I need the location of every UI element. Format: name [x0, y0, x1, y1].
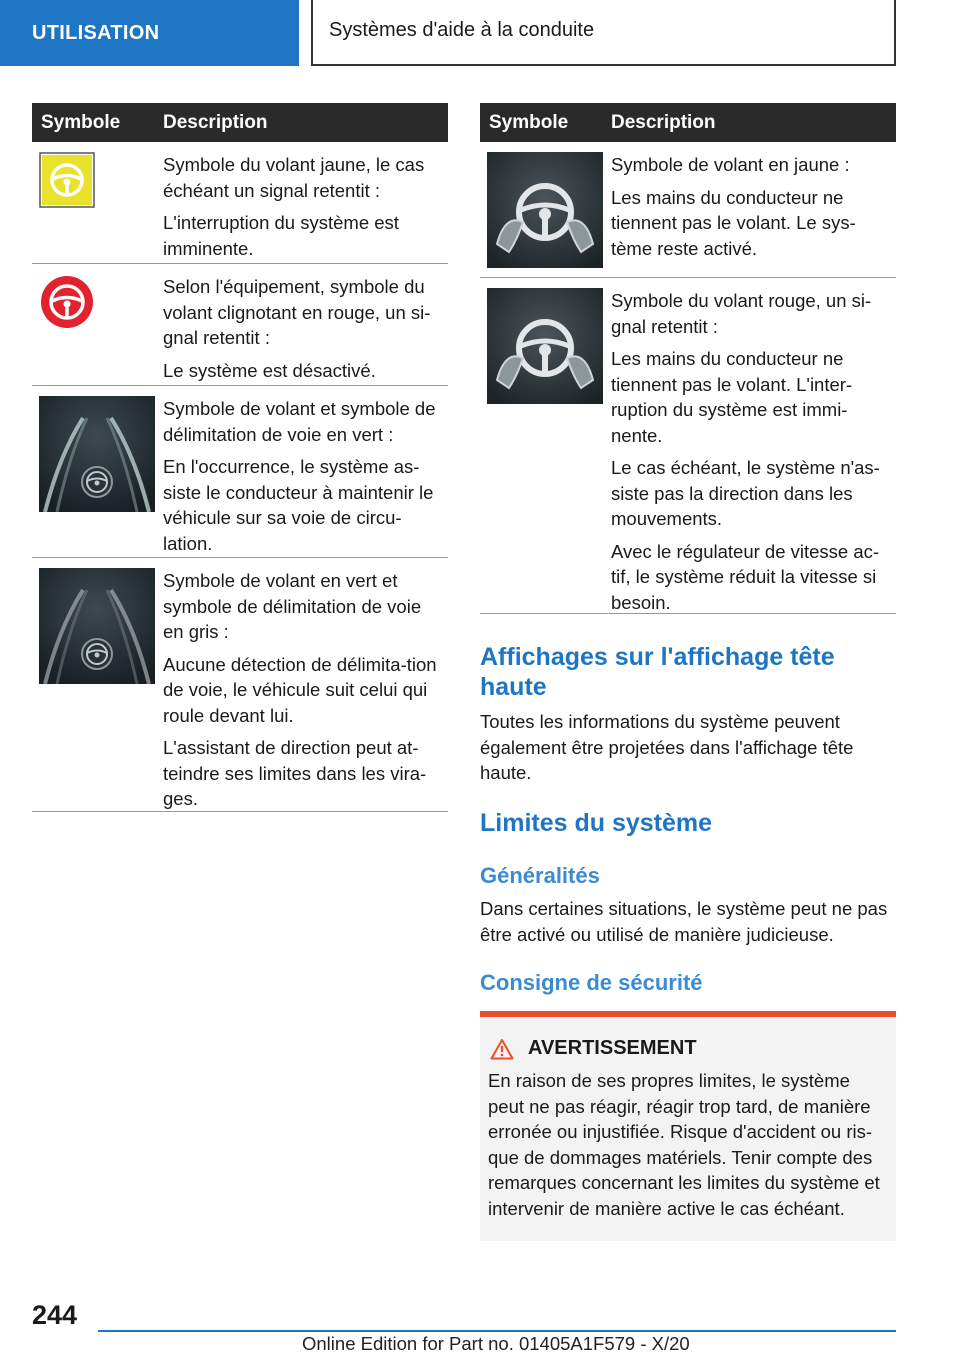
yellow-steering-wheel-icon [39, 152, 95, 208]
chapter-title: Systèmes d'aide à la conduite [311, 0, 896, 66]
table-row [32, 142, 448, 264]
warning-title: AVERTISSEMENT [528, 1037, 697, 1059]
warning-text: En raison de ses propres limites, le système peut ne pas réagir, réagir trop tard, de manière erronée ou injustifiée. Risque d'accident ou ris-que de dommages matériels. Tenir compte des remarques concernant les limites du système et intervenir de manière active le cas échéant. [488, 1070, 880, 1219]
hands-off-yellow-icon [487, 152, 603, 268]
column-header-description: Description [611, 111, 716, 133]
description-text: L'interruption du système est imminente. [163, 212, 399, 259]
description-text: En l'occurrence, le système as-siste le conducteur à maintenir le véhicule sur sa voie de circu-lation. [163, 456, 434, 554]
hud-section [480, 642, 896, 786]
description-text: Symbole du volant jaune, le cas échéant un signal retentit : [163, 154, 425, 201]
description-text: Aucune détection de délimita-tion de voie, le véhicule suit celui qui roule devant lui. [163, 653, 437, 726]
footer-divider [98, 1330, 896, 1332]
section-tab: UTILISATION [0, 0, 299, 66]
column-header-symbol: Symbole [41, 111, 121, 133]
description-text: Le système est désactivé. [163, 359, 376, 381]
limits-section [480, 808, 896, 997]
column-header-symbol: Symbole [489, 111, 569, 133]
warning-triangle-icon [490, 1038, 514, 1060]
description-text: Les mains du conducteur ne tiennent pas le volant. L'inter-ruption du système est immi-nente. [611, 348, 853, 446]
description-text: Symbole du volant rouge, un si-gnal retentit : [611, 290, 872, 337]
red-steering-wheel-icon [39, 274, 95, 330]
table-header [480, 103, 896, 142]
description-text: Le cas échéant, le système n'as-siste pas la direction dans les mouvements. [611, 457, 880, 529]
lane-grey-steering-icon [39, 568, 155, 684]
lane-green-steering-icon [39, 396, 155, 512]
hud-heading: Affichages sur l'affichage tête haute [480, 643, 835, 701]
warning-box [480, 1011, 896, 1241]
page-header [0, 0, 960, 66]
description-text: L'assistant de direction peut at-teindre ses limites dans les vira-ges. [163, 737, 427, 809]
hud-text: Toutes les informations du système peuvent également être projetées dans l'affichage tête haute. [480, 711, 854, 783]
limits-heading: Limites du système [480, 809, 713, 837]
table-row [480, 278, 896, 614]
description-text: Symbole de volant en vert et symbole de délimitation de voie en gris : [163, 570, 422, 642]
description-text: Symbole de volant en jaune : [611, 154, 850, 175]
table-row [32, 264, 448, 386]
safety-heading: Consigne de sécurité [480, 970, 703, 995]
table-row [480, 142, 896, 278]
description-text: Avec le régulateur de vitesse ac-tif, le système réduit la vitesse si besoin. [611, 540, 880, 613]
table-row [32, 386, 448, 558]
description-text: Symbole de volant et symbole de délimitation de voie en vert : [163, 398, 436, 445]
table-row [32, 558, 448, 812]
table-header [32, 103, 448, 142]
description-text: Les mains du conducteur ne tiennent pas le volant. Le sys-tème reste activé. [611, 186, 856, 259]
symbol-table-left [32, 103, 448, 812]
column-header-description: Description [163, 111, 268, 133]
page-number: 244 [32, 1300, 78, 1330]
symbol-table-right [480, 103, 896, 614]
footer-edition: Online Edition for Part no. 01405A1F579 - X/20 [302, 1333, 690, 1354]
general-heading: Généralités [480, 863, 600, 888]
general-text: Dans certaines situations, le système peut ne pas être activé ou utilisé de manière judicieuse. [480, 898, 888, 945]
hands-off-red-icon [487, 288, 603, 404]
description-text: Selon l'équipement, symbole du volant clignotant en rouge, un si-gnal retentit : [163, 276, 431, 348]
